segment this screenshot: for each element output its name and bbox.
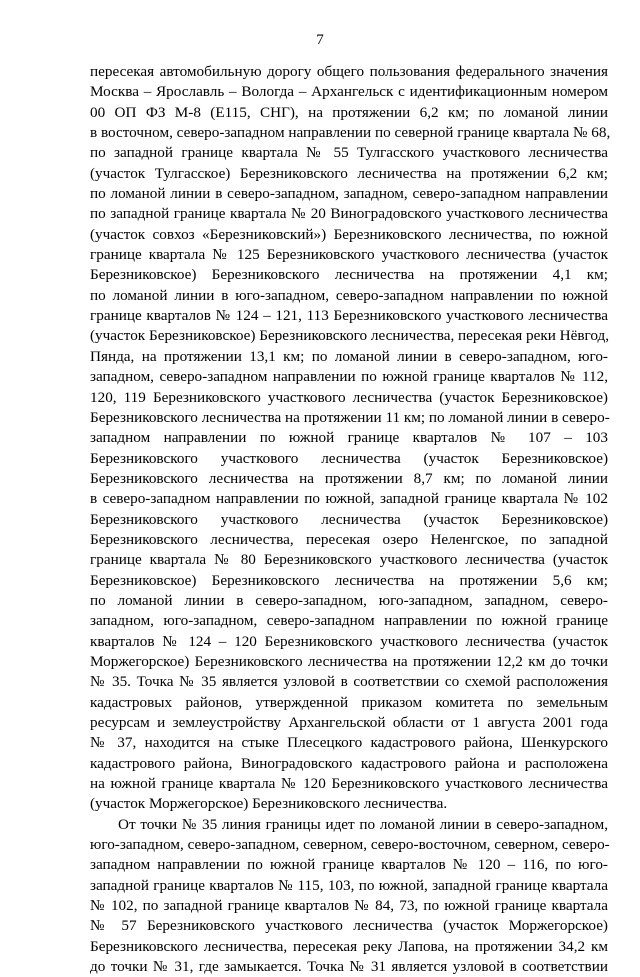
text-line: 00 ОП ФЗ М-8 (Е115, СНГ), на протяжении 6,2 км; по ломаной линии [90, 103, 608, 121]
text-line: по ломаной линии в северо-западном, юго-западном, западном, северо- [90, 591, 608, 609]
text-line: Пянда, на протяжении 13,1 км; по ломаной линии в северо-западном, юго- [90, 347, 608, 365]
text-line: западном, северо-западном направлении по южной границе кварталов № 112, [90, 368, 608, 386]
text-line: Березниковского лесничества на протяжении 8,7 км; по ломаной линии [90, 469, 608, 487]
document-body [90, 62, 611, 977]
text-line: (участок совхоз «Березниковский») Березниковского лесничества, по южной [90, 225, 608, 243]
text-line: кадастрового района, Виноградовского кадастрового района и расположена [90, 754, 608, 772]
text-line: по западной границе квартала № 20 Виноградовского участкового лесничества [90, 205, 608, 223]
text-line: по ломаной линии в юго-западном, северо-западном направлении по южной [90, 286, 608, 304]
text-line: Моржегорское) Березниковского лесничества на протяжении 12,2 км до точки [90, 652, 608, 670]
text-line: Москва – Ярославль – Вологда – Архангельск с идентификационным номером [90, 83, 608, 101]
text-line: Березниковское) Березниковского лесничества на протяжении 5,6 км; [90, 571, 608, 589]
text-line: Березниковское) Березниковского лесничества на протяжении 4,1 км; [90, 266, 608, 284]
text-line: Березниковского участкового лесничества (участок Березниковское) [90, 510, 608, 528]
text-line: Березниковского лесничества, пересекая реку Лапова, на протяжении 34,2 км [90, 937, 608, 955]
text-line: От точки № 35 линия границы идет по ломаной линии в северо-западном, [118, 815, 608, 833]
text-line: № 57 Березниковского участкового лесничества (участок Моржегорское) [90, 917, 608, 935]
text-line: по западной границе квартала № 55 Тулгасского участкового лесничества [90, 144, 608, 162]
text-line: ресурсам и землеустройству Архангельской области от 1 августа 2001 года [90, 714, 608, 731]
text-line: западном направлении по южной границе кварталов № 107 – 103 [90, 429, 608, 447]
text-line: западной границе кварталов № 115, 103, по южной, западной границе квартала [90, 876, 608, 894]
text-line: кадастровых районов, утвержденной приказом комитета по земельным [90, 693, 608, 711]
text-line: границе квартала № 125 Березниковского участкового лесничества (участок [90, 246, 608, 264]
text-line: на южной границе квартала № 120 Березниковского участкового лесничества [90, 775, 608, 793]
text-line: 120, 119 Березниковского участкового лесничества (участок Березниковское) [90, 388, 608, 406]
text-line: кварталов № 124 – 120 Березниковского участкового лесничества (участок [90, 632, 608, 650]
text-line: (участок Тулгасское) Березниковского лесничества на протяжении 6,2 км; [90, 164, 608, 182]
paragraph [90, 62, 611, 815]
text-line: № 102, по западной границе кварталов № 84, 73, по южной границе квартала [90, 897, 608, 915]
text-line: Березниковского лесничества, пересекая озеро Неленгское, по западной [90, 530, 608, 548]
text-line: западном направлении по южной границе кварталов № 120 – 116, по юго- [90, 856, 608, 874]
text-line: западном, юго-западном, северо-западном направлении по южной границе [90, 612, 608, 630]
page-number: 7 [316, 32, 324, 48]
text-line: (участок Березниковское) Березниковского лесничества, пересекая реки Нёвгод, [90, 327, 610, 345]
text-line: границе кварталов № 124 – 121, 113 Березниковского участкового лесничества [90, 307, 608, 325]
text-line: до точки № 31, где замыкается. Точка № 31 является узловой в соответствии [90, 958, 608, 976]
text-line: Березниковского лесничества на протяжении 11 км; по ломаной линии в северо- [90, 408, 610, 426]
text-line: юго-западном, северо-западном, северном, северо-восточном, северном, северо- [90, 836, 610, 854]
text-line: в восточном, северо-западном направлении по северной границе квартала № 68, [90, 124, 611, 142]
text-line: № 35. Точка № 35 является узловой в соответствии со схемой расположения [90, 673, 608, 691]
paragraph [90, 815, 608, 977]
text-line: границе квартала № 80 Березниковского участкового лесничества (участок [90, 551, 608, 569]
text-line: № 37, находится на стыке Плесецкого кадастрового района, Шенкурского [90, 734, 608, 752]
text-line: в северо-западном направлении по южной, западной границе квартала № 102 [90, 490, 608, 508]
text-line: по ломаной линии в северо-западном, западном, северо-западном направлении [90, 185, 608, 203]
text-line: пересекая автомобильную дорогу общего пользования федерального значения [90, 63, 608, 80]
text-line: Березниковского участкового лесничества (участок Березниковское) [90, 449, 608, 467]
text-line: (участок Моржегорское) Березниковского лесничества. [90, 795, 448, 813]
